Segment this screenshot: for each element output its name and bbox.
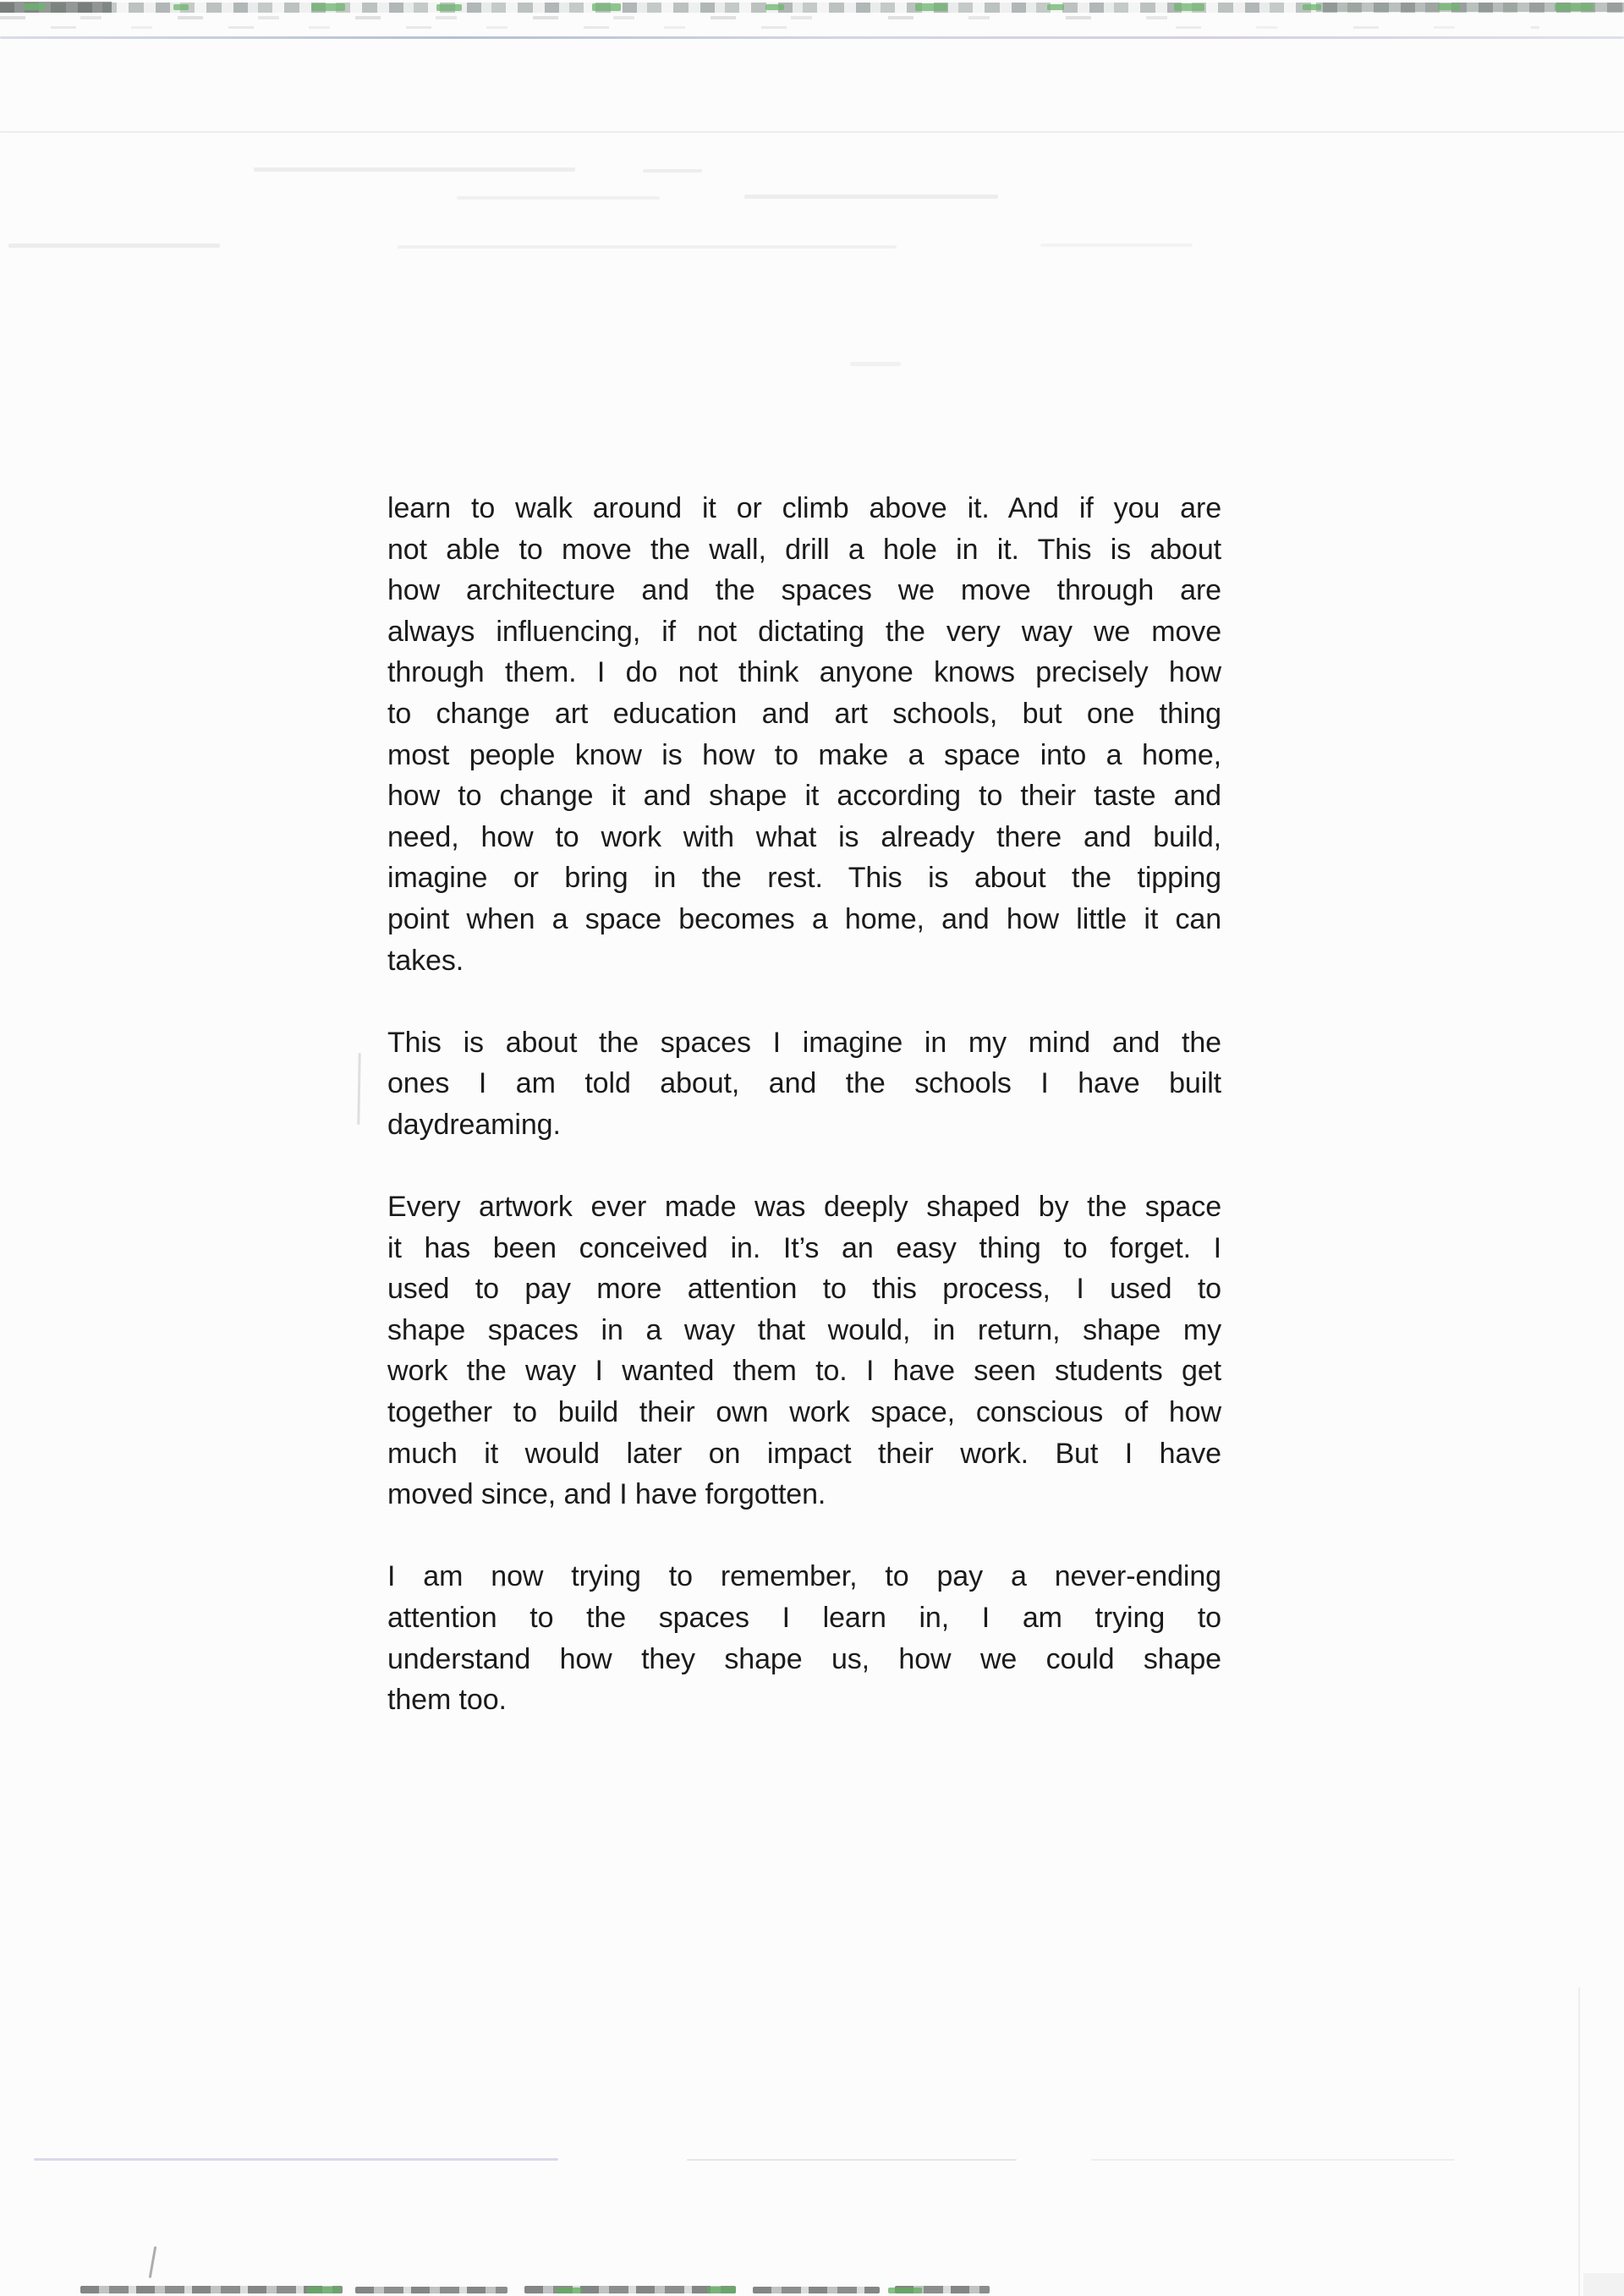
text-line: through them. I do not think anyone knows precisely how (387, 656, 1221, 689)
scan-noise-dark-segment (80, 2286, 343, 2293)
text-line: moved since, and I have forgotten. (387, 1478, 826, 1511)
text-line: learn to walk around it or climb above it. And if you are (387, 492, 1221, 524)
green-speck (888, 2288, 922, 2293)
scan-noise-bottom-band (0, 2285, 1624, 2294)
green-speck (173, 4, 189, 10)
scan-noise-top-band (0, 3, 1624, 13)
green-speck (707, 2287, 736, 2293)
paragraph (387, 1186, 1221, 1515)
paragraph (387, 1022, 1221, 1146)
text-line: ones I am told about, and the schools I have built (387, 1067, 1221, 1100)
text-line: to change art education and art schools, but one thing (387, 697, 1221, 730)
text-line: how architecture and the spaces we move through are (387, 574, 1221, 607)
text-line: always influencing, if not dictating the very way we move (387, 615, 1221, 648)
scan-noise-dark-segment (0, 2, 112, 13)
margin-scan-mark (357, 1053, 360, 1125)
scan-noise-dark-segment (355, 2287, 508, 2293)
text-line: daydreaming. (387, 1108, 561, 1141)
text-line: need, how to work with what is already there and build, (387, 820, 1221, 853)
scan-line-blue (0, 36, 1624, 39)
scan-line-middle (1091, 2159, 1455, 2161)
scan-ghost-smudge (1040, 244, 1193, 247)
green-speck (557, 2288, 582, 2293)
text-line: This is about the spaces I imagine in my mind and the (387, 1026, 1221, 1059)
text-line: used to pay more attention to this process, I used to (387, 1273, 1221, 1306)
scan-streak-row (1176, 26, 1539, 29)
scan-edge-shadow (1578, 1987, 1580, 2296)
scan-line-faint (0, 131, 1624, 133)
text-line: it has been conceived in. It’s an easy thing to forget. I (387, 1231, 1221, 1264)
scan-ghost-smudge (643, 169, 702, 173)
green-speck (1303, 4, 1321, 10)
green-speck (24, 3, 46, 10)
scan-streak-row (0, 16, 1184, 19)
text-line: how to change it and shape it according to their taste and (387, 780, 1221, 813)
text-line: Every artwork ever made was deeply shaped by the space (387, 1191, 1221, 1224)
green-speck (1555, 3, 1594, 11)
green-speck (1047, 4, 1064, 10)
scan-streak-row (51, 26, 812, 29)
text-line: imagine or bring in the rest. This is about the tipping (387, 862, 1221, 895)
green-speck (311, 3, 345, 11)
text-line: together to build their own work space, conscious of how (387, 1396, 1221, 1429)
scan-ghost-smudge (457, 196, 660, 200)
text-line: attention to the spaces I learn in, I am trying to (387, 1602, 1221, 1635)
scan-ghost-smudge (8, 244, 220, 248)
text-line: understand how they shape us, how we could shape (387, 1642, 1221, 1675)
green-speck (765, 4, 784, 10)
text-line: point when a space becomes a home, and how little it can (387, 902, 1221, 935)
text-line: much it would later on impact their work. But I have (387, 1437, 1221, 1470)
scan-line-middle (34, 2158, 558, 2161)
green-speck (592, 3, 621, 11)
scan-line-middle (687, 2159, 1017, 2161)
document-text (387, 488, 1221, 1721)
green-speck (1174, 3, 1204, 11)
scan-ghost-smudge (744, 195, 998, 199)
text-line: shape spaces in a way that would, in return, shape my (387, 1313, 1221, 1346)
paragraph (387, 488, 1221, 981)
green-speck (915, 3, 947, 11)
text-line: work the way I wanted them to. I have seen students get (387, 1355, 1221, 1388)
pen-stroke-mark (149, 2246, 157, 2278)
text-line: them too. (387, 1684, 507, 1717)
stray-dot (501, 1583, 505, 1587)
scan-ghost-smudge (850, 362, 901, 366)
green-speck (1438, 3, 1460, 10)
green-speck (436, 4, 462, 11)
scan-noise-dark-segment (753, 2287, 880, 2293)
text-line: most people know is how to make a space into a home, (387, 738, 1221, 771)
text-line: takes. (387, 944, 464, 977)
paragraph (387, 1556, 1221, 1720)
scan-ghost-smudge (398, 245, 897, 249)
text-line: I am now trying to remember, to pay a never-ending (387, 1560, 1221, 1593)
scan-ghost-smudge (254, 167, 575, 172)
text-line: not able to move the wall, drill a hole in it. This is about (387, 533, 1221, 566)
green-speck (307, 2287, 341, 2293)
